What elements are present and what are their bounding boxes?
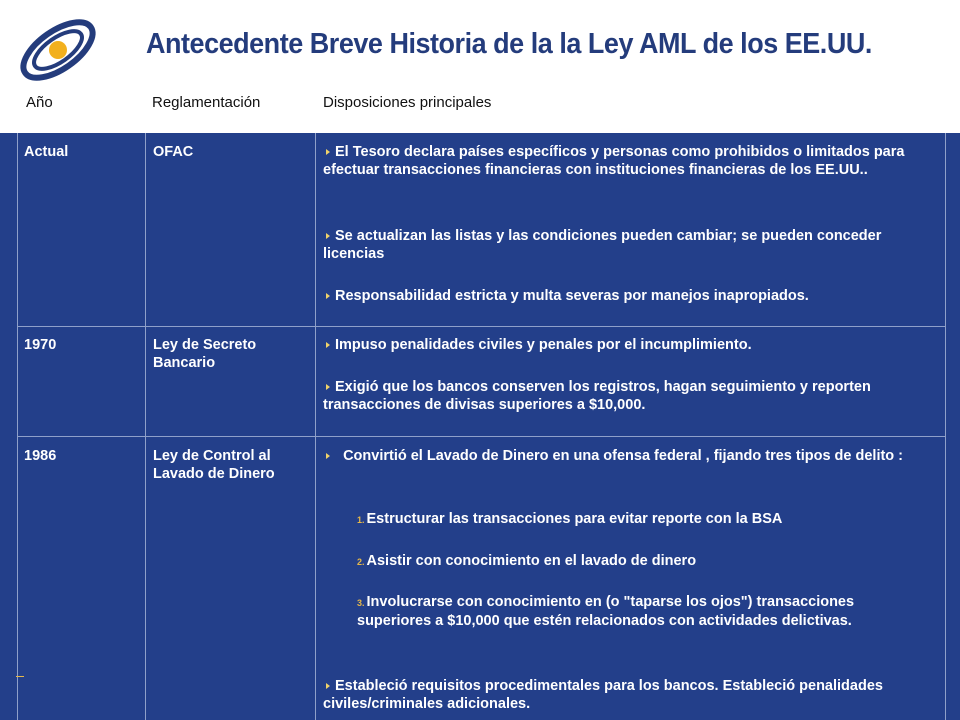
bullet-arrow-icon: [326, 453, 330, 459]
row-1970-regulation: Ley de Secreto Bancario: [153, 337, 257, 371]
row-1970-item-2: Exigió que los bancos conserven los registros, hagan seguimiento y reporten transacciones de divisas superiores a $10,000.: [323, 379, 871, 413]
row-1986-year: 1986: [24, 448, 57, 464]
row-1986-subitem-2: 2. Asistir con conocimiento en el lavado de dinero: [357, 553, 697, 569]
table-panel: [0, 133, 960, 720]
row-actual-item-3: Responsabilidad estricta y multa severas por manejos inapropiados.: [323, 287, 928, 305]
row-1986-subitem-1: 1. Estructurar las transacciones para evitar reporte con la BSA: [357, 511, 783, 527]
row-1986-regulation: Ley de Control al Lavado de Dinero: [153, 448, 275, 482]
table-divider-1: [145, 133, 146, 720]
row-1970-item-1: Impuso penalidades civiles y penales por el incumplimiento.: [323, 336, 928, 354]
bullet-arrow-icon: [326, 233, 330, 239]
row-1986-subitem-3: 3. Involucrarse con conocimiento en (o "taparse los ojos") transacciones superiores a $10,000 que estén relacionados con actividades delictivas.: [357, 594, 855, 629]
row-actual-regulation: OFAC: [153, 144, 194, 160]
bullet-arrow-icon: [326, 683, 330, 689]
bullet-arrow-icon: [326, 384, 330, 390]
row-actual-year: Actual: [24, 144, 69, 160]
column-header-year: Año: [26, 94, 53, 111]
logo-orbit-icon: [12, 10, 104, 90]
table-divider-2: [315, 133, 316, 720]
table-border-left: [17, 133, 18, 720]
bullet-arrow-icon: [326, 149, 330, 155]
row-1986-item-2: Estableció requisitos procedimentales para los bancos. Estableció penalidades civiles/criminales adicionales.: [323, 678, 883, 712]
bullet-arrow-icon: [326, 342, 330, 348]
row-1970-year: 1970: [24, 337, 57, 353]
decorative-tick: [16, 676, 24, 677]
row-actual-item-2: Se actualizan las listas y las condiciones pueden cambiar; se pueden conceder licencias: [323, 228, 882, 262]
row-divider-2: [17, 436, 945, 437]
row-actual-item-1: El Tesoro declara países específicos y personas como prohibidos o limitados para efectuar transacciones financieras con instituciones financieras de los EE.UU..: [323, 144, 905, 178]
column-header-regulation: Reglamentación: [152, 94, 261, 111]
row-1986-item-1: Convirtió el Lavado de Dinero en una ofensa federal , fijando tres tipos de delito :: [323, 447, 928, 465]
table-border-right: [945, 133, 946, 720]
row-divider-1: [17, 326, 945, 327]
column-header-provisions: Disposiciones principales: [323, 94, 492, 111]
page-title: Antecedente Breve Historia de la la Ley AML de los EE.UU.: [146, 28, 872, 60]
bullet-arrow-icon: [326, 293, 330, 299]
